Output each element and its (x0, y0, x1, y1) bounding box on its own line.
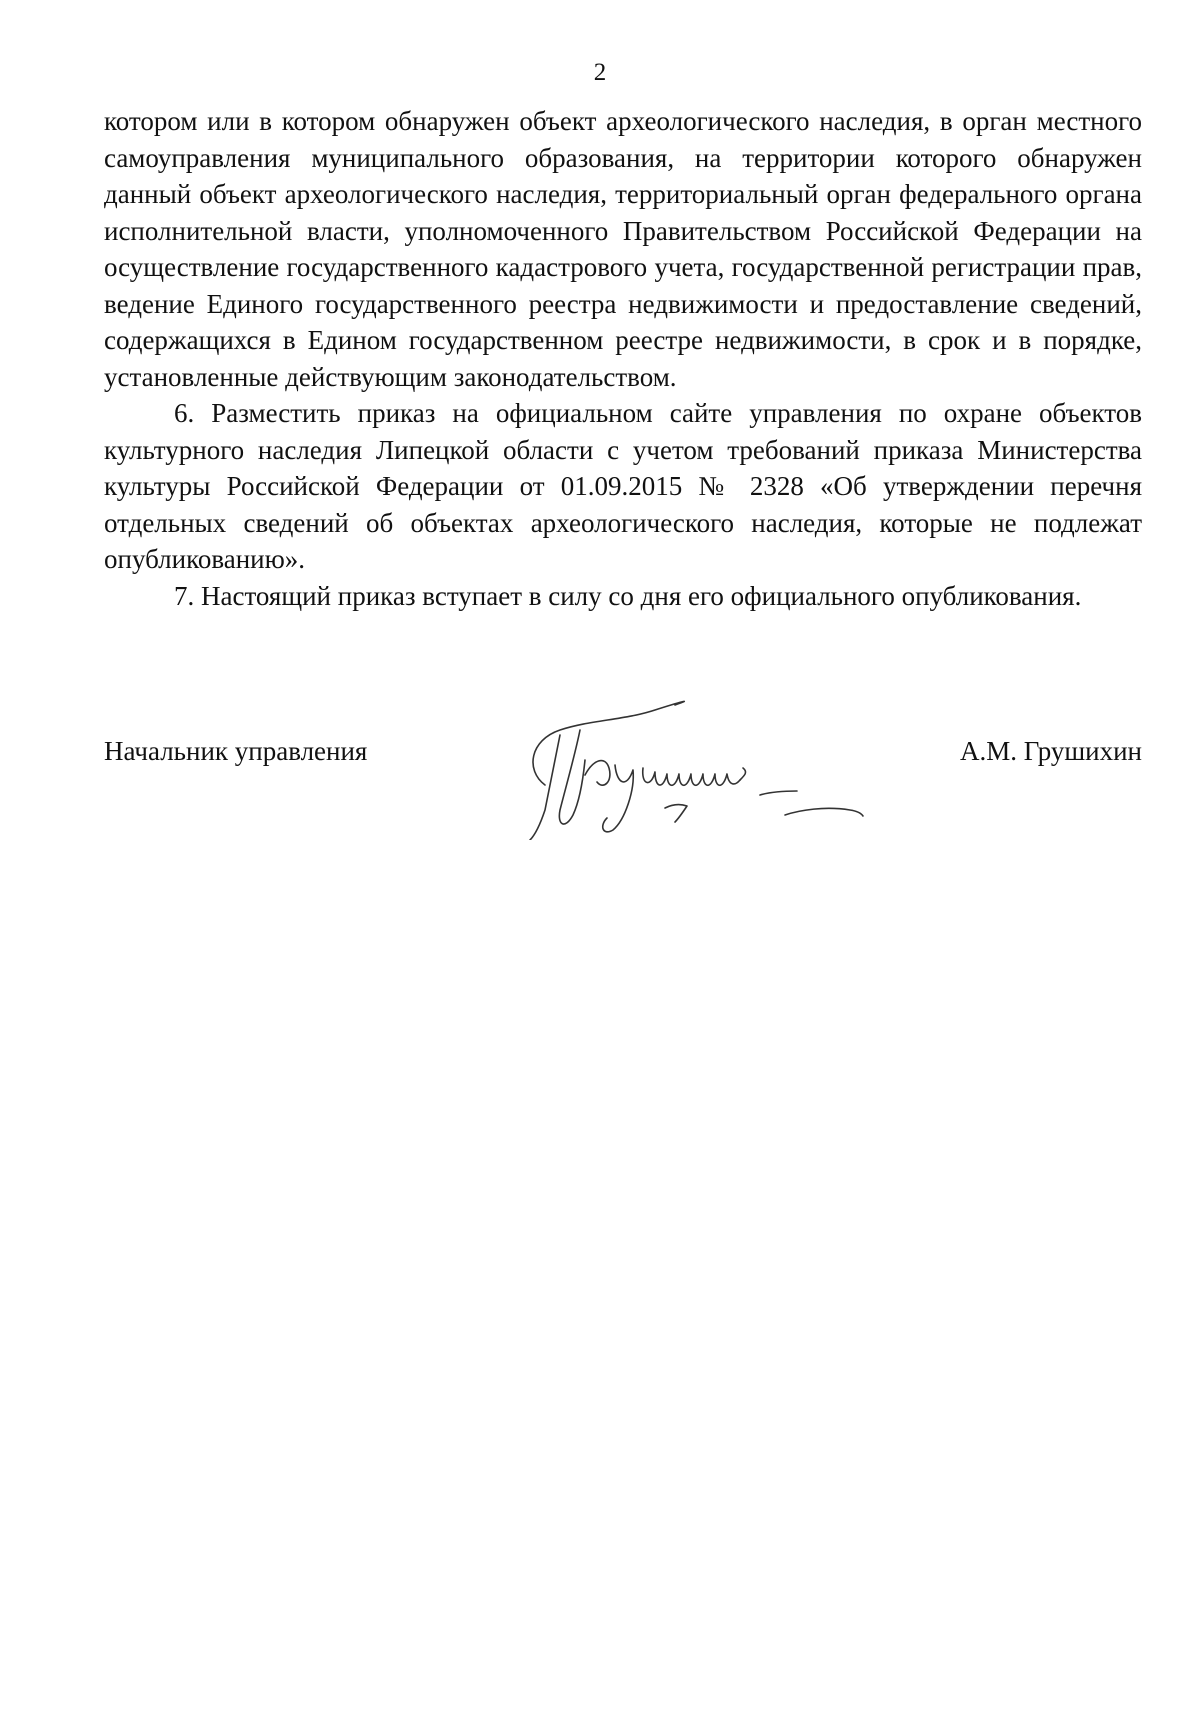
paragraph-item-7: 7. Настоящий приказ вступает в силу со дня его официального опубликования. (174, 580, 1082, 611)
paragraph-continuation: котором или в котором обнаружен объект археологического наследия, в орган местного самоуправления муниципального образования, на территории которого обнаружен данный объект археологического наследия, территориальный орган федерального органа исполнительной власти, уполномоченного Правительством Российской Федерации на осуществление государственного кадастрового учета, государственной регистрации прав, ведение Единого государственного реестра недвижимости и предоставление сведений, содержащихся в Едином государственном реестре недвижимости, в срок и в порядке, установленные действующим законодательством. (104, 106, 1142, 392)
handwritten-signature (505, 690, 895, 840)
page-number: 2 (593, 59, 607, 86)
signer-name: А.М. Грушихин (960, 736, 1142, 766)
signer-title: Начальник управления (104, 736, 368, 766)
paragraph-item-6: 6. Разместить приказ на официальном сайте управления по охране объектов культурного наследия Липецкой области с учетом требований приказа Министерства культуры Российской Федерации от 01.09.2015 № 2328 «Об утверждении перечня отдельных сведений об объектах археологического наследия, которые не подлежат опубликованию». (104, 398, 1142, 574)
document-body (104, 103, 1142, 614)
